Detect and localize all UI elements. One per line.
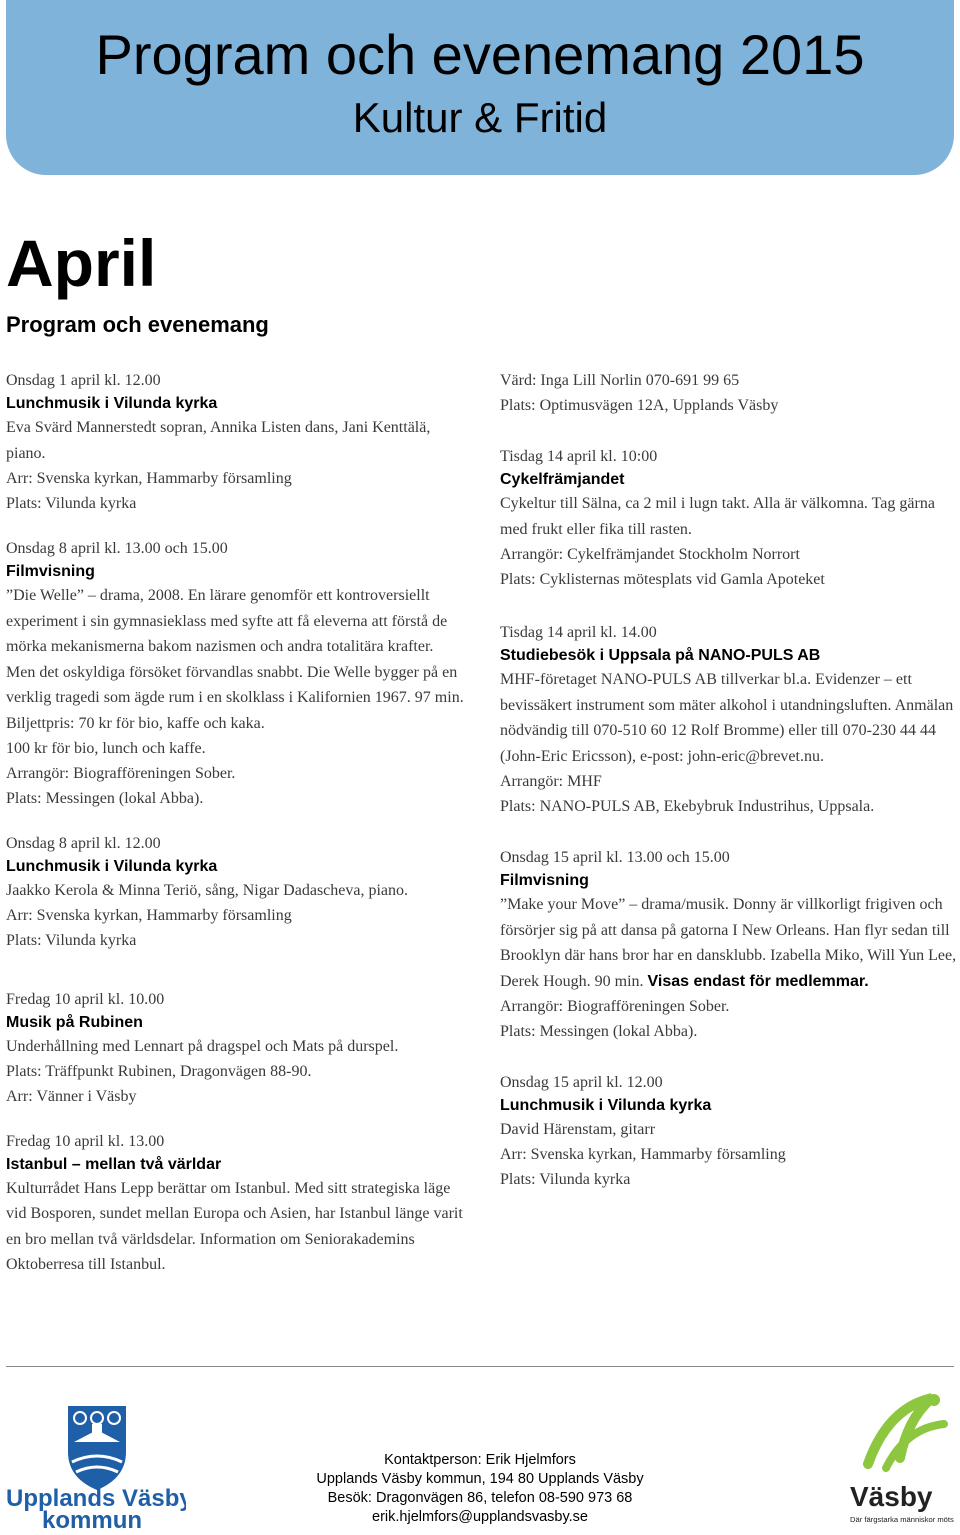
event-description: Jaakko Kerola & Minna Teriö, sång, Nigar Dadascheva, piano. — [6, 881, 409, 899]
event-description: MHF-företaget NANO-PULS AB tillverkar bl.a. Evidenzer – ett bevissäkert instrument som mäter alkohol i utandningsluften. Anmälan nödvändig till 070-510 60 12 Rolf Bromme) eller till 070-230 44 44 (John-Eric Ericsson), e-post: john-eric@brevet.nu. — [500, 671, 954, 765]
event-organizer: Arr: Vänner i Väsby — [6, 1087, 137, 1105]
event-item — [6, 1129, 466, 1278]
contact-block — [280, 1451, 680, 1527]
event-organizer: Arr: Svenska kyrkan, Hammarby församling — [6, 470, 292, 487]
event-price: 100 kr för bio, lunch och kaffe. — [6, 739, 206, 757]
contact-person: Kontaktperson: Erik Hjelmfors — [384, 1452, 576, 1468]
coat-of-arms-icon — [6, 1402, 186, 1530]
event-venue: Plats: Vilunda kyrka — [6, 931, 137, 949]
event-title: Istanbul – mellan två världar — [6, 1155, 222, 1173]
logo-right-tagline: Där färgstarka människor möts — [850, 1515, 954, 1524]
event-item — [500, 444, 960, 592]
events-left-column — [6, 368, 466, 1298]
event-venue: Plats: Vilunda kyrka — [500, 1171, 631, 1188]
event-organizer: Arr: Svenska kyrkan, Hammarby församling — [500, 1146, 786, 1163]
event-item — [6, 831, 466, 953]
event-description — [500, 892, 960, 994]
event-organizer: Arr: Svenska kyrkan, Hammarby församling — [6, 906, 292, 924]
event-title: Filmvisning — [500, 872, 589, 889]
logo-right-name: Väsby — [850, 1481, 933, 1512]
header-banner — [6, 0, 954, 175]
event-description-text: ”Make your Move” – drama/musik. Donny är villkorligt frigiven och försörjer sig på att dansa på gatorna I New Orleans. Han flyr sedan till Brooklyn där hans bror har en dansklubb. Izabella Miko, Will Yun Lee, Derek Hough. 90 min. — [500, 896, 957, 990]
event-date: Fredag 10 april kl. 10.00 — [6, 990, 165, 1008]
event-venue: Plats: Messingen (lokal Abba). — [500, 1023, 698, 1040]
upplands-vasby-kommun-logo — [6, 1402, 186, 1530]
event-item — [500, 620, 960, 819]
event-organizer: Arrangör: MHF — [500, 773, 602, 790]
event-description: Underhållning med Lennart på dragspel och Mats på durspel. — [6, 1037, 399, 1055]
event-venue: Plats: Vilunda kyrka — [6, 495, 137, 512]
event-title: Lunchmusik i Vilunda kyrka — [6, 395, 218, 412]
event-date: Onsdag 1 april kl. 12.00 — [6, 372, 161, 389]
members-only-note: Visas endast för medlemmar. — [647, 972, 869, 990]
event-date: Tisdag 14 april kl. 14.00 — [500, 624, 657, 641]
vasby-brand-logo — [848, 1388, 956, 1528]
event-performer: David Härenstam, gitarr — [500, 1121, 656, 1138]
event-date: Onsdag 15 april kl. 13.00 och 15.00 — [500, 849, 730, 866]
event-organizer: Arrangör: Biografföreningen Sober. — [500, 998, 730, 1015]
event-venue: Plats: Cyklisternas mötesplats vid Gamla Apoteket — [500, 571, 825, 588]
event-venue: Plats: Optimusvägen 12A, Upplands Väsby — [500, 397, 779, 414]
event-date: Onsdag 15 april kl. 12.00 — [500, 1074, 663, 1091]
event-title: Musik på Rubinen — [6, 1013, 143, 1031]
event-host: Värd: Inga Lill Norlin 070-691 99 65 — [500, 372, 740, 389]
event-item — [500, 368, 960, 418]
event-description: Kulturrådet Hans Lepp berättar om Istanbul. Med sitt strategiska läge vid Bosporen, sundet mellan Europa och Asien, har Istanbul länge varit en bro mellan två världsdelar. Information om Seniorakademins Oktoberresa till Istanbul. — [6, 1179, 463, 1273]
event-title: Studiebesök i Uppsala på NANO-PULS AB — [500, 647, 821, 664]
event-description: Eva Svärd Mannerstedt sopran, Annika Listen dans, Jani Kenttälä, piano. — [6, 419, 431, 462]
event-item — [6, 368, 466, 516]
footer-divider — [6, 1366, 954, 1367]
logo-left-name: Upplands Väsby — [6, 1485, 186, 1512]
event-title: Cykelfrämjandet — [500, 471, 625, 488]
event-organizer: Arrangör: Cykelfrämjandet Stockholm Norrort — [500, 546, 800, 563]
event-venue: Plats: NANO-PULS AB, Ekebybruk Industrihus, Uppsala. — [500, 798, 875, 815]
month-heading: April — [6, 226, 157, 300]
event-price: Biljettpris: 70 kr för bio, kaffe och kaka. — [6, 714, 265, 732]
section-heading: Program och evenemang — [6, 312, 269, 337]
event-date: Tisdag 14 april kl. 10:00 — [500, 448, 658, 465]
event-item — [500, 845, 960, 1044]
event-venue: Plats: Messingen (lokal Abba). — [6, 789, 204, 807]
contact-email[interactable]: erik.hjelmfors@upplandsvasby.se — [372, 1509, 588, 1525]
event-item — [500, 1070, 960, 1192]
page-title: Program och evenemang 2015 — [95, 23, 865, 86]
event-date: Fredag 10 april kl. 13.00 — [6, 1132, 165, 1150]
event-date: Onsdag 8 april kl. 12.00 — [6, 834, 161, 852]
event-item — [6, 536, 466, 811]
logo-left-kommun: kommun — [42, 1507, 143, 1530]
event-organizer: Arrangör: Biografföreningen Sober. — [6, 764, 236, 782]
contact-visit: Besök: Dragonvägen 86, telefon 08-590 973 68 — [327, 1490, 633, 1506]
event-description: Cykeltur till Sälna, ca 2 mil i lugn takt. Alla är välkomna. Tag gärna med frukt eller fika till rasten. — [500, 495, 935, 538]
page-subtitle: Kultur & Fritid — [352, 94, 608, 141]
event-title: Lunchmusik i Vilunda kyrka — [500, 1097, 712, 1114]
event-title: Lunchmusik i Vilunda kyrka — [6, 857, 218, 875]
event-description: ”Die Welle” – drama, 2008. En lärare genomför ett kontroversiellt experiment i sin gymnasieklass med syfte att få eleverna att förstå de mörka mekanismerna bakom nazismen och andra totalitära krafter. Men det oskyldiga försöket förvandlas snabbt. Die Welle bygger på en verklig tragedi som ägde rum i en skolklass i Kalifornien 1967. 97 min. — [6, 587, 464, 706]
event-item — [6, 987, 466, 1109]
events-right-column — [500, 368, 960, 1212]
event-title: Filmvisning — [6, 563, 95, 580]
vasby-swirl-icon — [848, 1388, 956, 1528]
event-venue: Plats: Träffpunkt Rubinen, Dragonvägen 88-90. — [6, 1062, 312, 1080]
event-date: Onsdag 8 april kl. 13.00 och 15.00 — [6, 540, 228, 557]
contact-address: Upplands Väsby kommun, 194 80 Upplands Väsby — [316, 1471, 644, 1487]
